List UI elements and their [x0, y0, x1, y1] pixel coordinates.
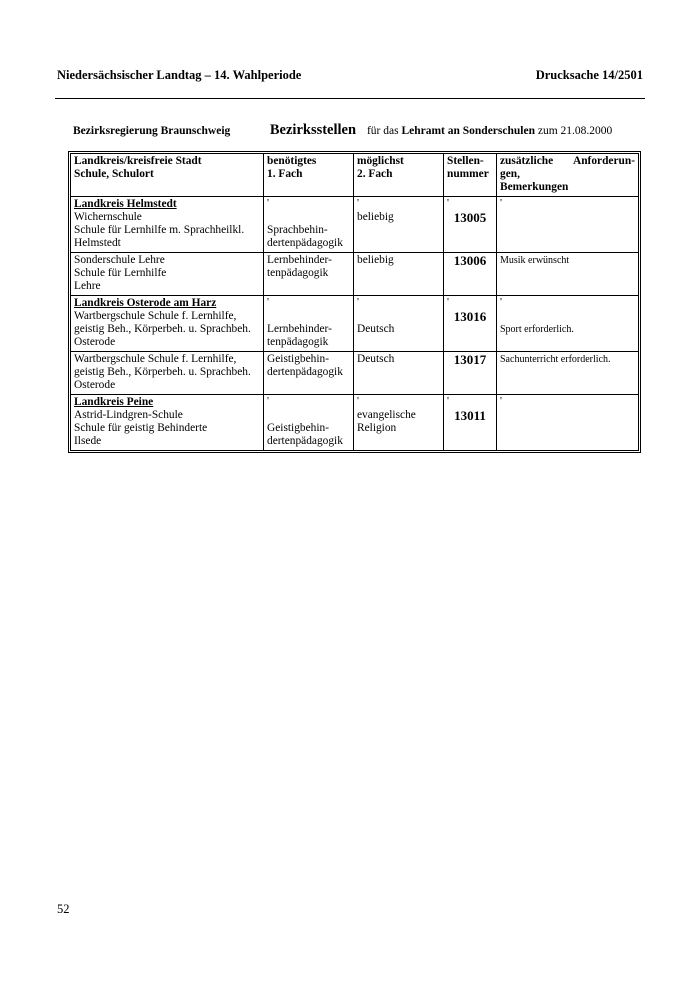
district-name: Landkreis Peine [74, 396, 154, 408]
subject2-cell [354, 253, 444, 296]
location-cell [71, 296, 264, 352]
school-line: Wichernschule [74, 211, 142, 223]
subject1-cell [264, 296, 354, 352]
school-line: Lehre [74, 280, 101, 292]
caption-title: Bezirksstellen [269, 122, 357, 138]
table-row [71, 395, 639, 451]
subject1-text: dertenpädagogik [267, 237, 343, 249]
header-cell-subject1 [264, 154, 354, 197]
school-line: Schule für geistig Behinderte [74, 422, 208, 434]
remark-text: Sachunterricht erforderlich. [500, 354, 611, 365]
location-cell [71, 395, 264, 451]
subject1-text: tenpädagogik [267, 336, 329, 348]
district-name: Landkreis Osterode am Harz [74, 297, 217, 309]
tick-mark: ' [500, 296, 502, 308]
subject2-text: beliebig [357, 211, 394, 223]
number-cell [444, 197, 497, 253]
subject2-text: Religion [357, 422, 397, 434]
header-text: Bemerkungen [500, 181, 569, 193]
location-cell [71, 253, 264, 296]
caption-date: zum 21.08.2000 [537, 125, 613, 137]
subject1-text: Geistigbehin- [267, 353, 330, 365]
remarks-cell [497, 352, 639, 395]
header-document-number: Drucksache 14/2501 [535, 68, 643, 82]
subject1-text: dertenpädagogik [267, 435, 343, 447]
school-line: Helmstedt [74, 237, 121, 249]
number-cell [444, 296, 497, 352]
school-line: Schule für Lernhilfe m. Sprachheilkl. [74, 224, 245, 236]
number-cell [444, 253, 497, 296]
remarks-cell [497, 395, 639, 451]
position-number: 13006 [453, 253, 487, 268]
tick-mark: ' [447, 197, 449, 209]
remark-text: Musik erwünscht [500, 255, 570, 266]
remarks-cell [497, 197, 639, 253]
header-text: Anforderun- [572, 155, 635, 167]
school-line: Osterode [74, 336, 116, 348]
header-cell-location [71, 154, 264, 197]
header-text: möglichst [357, 155, 404, 167]
table-row [71, 253, 639, 296]
school-line: geistig Beh., Körperbeh. u. Sprachbeh. [74, 366, 251, 378]
header-cell-number [444, 154, 497, 197]
subject2-cell [354, 296, 444, 352]
subject1-text: dertenpädagogik [267, 366, 343, 378]
header-text: Landkreis/kreisfreie Stadt [74, 155, 202, 167]
positions-table [70, 153, 639, 451]
header-text: Schule, Schulort [74, 168, 154, 180]
table-row [71, 197, 639, 253]
header-text: 2. Fach [357, 168, 393, 180]
position-number: 13016 [453, 309, 487, 324]
tick-mark: ' [357, 395, 359, 407]
subject1-text: tenpädagogik [267, 267, 329, 279]
location-cell [71, 352, 264, 395]
school-line: Sonderschule Lehre [74, 254, 165, 266]
table-row [71, 296, 639, 352]
school-line: Wartbergschule Schule f. Lernhilfe, [74, 310, 237, 322]
subject1-cell [264, 253, 354, 296]
header-text: zusätzliche [500, 155, 554, 167]
position-number: 13017 [453, 352, 487, 367]
subject2-text: Deutsch [357, 353, 395, 365]
district-name: Landkreis Helmstedt [74, 198, 177, 210]
header-cell-subject2 [354, 154, 444, 197]
subject2-cell [354, 197, 444, 253]
subject2-text: evangelische [357, 409, 416, 421]
location-cell [71, 197, 264, 253]
school-line: Astrid-Lindgren-Schule [74, 409, 183, 421]
remarks-cell [497, 296, 639, 352]
header-text: gen, [500, 168, 520, 180]
school-line: geistig Beh., Körperbeh. u. Sprachbeh. [74, 323, 251, 335]
header-text: 1. Fach [267, 168, 303, 180]
table-row [71, 352, 639, 395]
page-number: 52 [57, 902, 70, 916]
subject2-cell [354, 352, 444, 395]
subject2-cell [354, 395, 444, 451]
position-number: 13011 [454, 408, 486, 423]
subject1-cell [264, 197, 354, 253]
page-header [57, 68, 643, 83]
caption-subject: Lehramt an Sonderschulen [401, 125, 535, 137]
header-divider [55, 98, 645, 99]
position-number: 13005 [453, 210, 487, 225]
tick-mark: ' [267, 395, 269, 407]
tick-mark: ' [500, 395, 502, 407]
school-line: Schule für Lernhilfe [74, 267, 167, 279]
tick-mark: ' [357, 197, 359, 209]
tick-mark: ' [447, 296, 449, 308]
subject1-cell [264, 352, 354, 395]
table-header-row [71, 154, 639, 197]
subject1-cell [264, 395, 354, 451]
subject1-text: Lernbehinder- [267, 323, 332, 335]
number-cell [444, 352, 497, 395]
subject2-text: beliebig [357, 254, 394, 266]
number-cell [444, 395, 497, 451]
caption-pre: für das [366, 125, 399, 137]
tick-mark: ' [267, 296, 269, 308]
subject2-text: Deutsch [357, 323, 395, 335]
school-line: Ilsede [74, 435, 102, 447]
tick-mark: ' [357, 296, 359, 308]
header-title: Niedersächsischer Landtag – 14. Wahlperiode [57, 68, 302, 82]
remarks-cell [497, 253, 639, 296]
tick-mark: ' [500, 197, 502, 209]
subject1-text: Lernbehinder- [267, 254, 332, 266]
positions-table-frame [68, 151, 641, 453]
caption-region: Bezirksregierung Braunschweig [73, 125, 231, 137]
header-cell-remarks [497, 154, 639, 197]
header-text: Stellen- [447, 155, 484, 167]
tick-mark: ' [267, 197, 269, 209]
tick-mark: ' [447, 395, 449, 407]
header-text: nummer [447, 168, 489, 180]
table-caption [73, 122, 643, 139]
header-text: benötigtes [267, 155, 317, 167]
remark-text: Sport erforderlich. [500, 324, 574, 335]
subject1-text: Sprachbehin- [267, 224, 328, 236]
school-line: Osterode [74, 379, 116, 391]
subject1-text: Geistigbehin- [267, 422, 330, 434]
school-line: Wartbergschule Schule f. Lernhilfe, [74, 353, 237, 365]
